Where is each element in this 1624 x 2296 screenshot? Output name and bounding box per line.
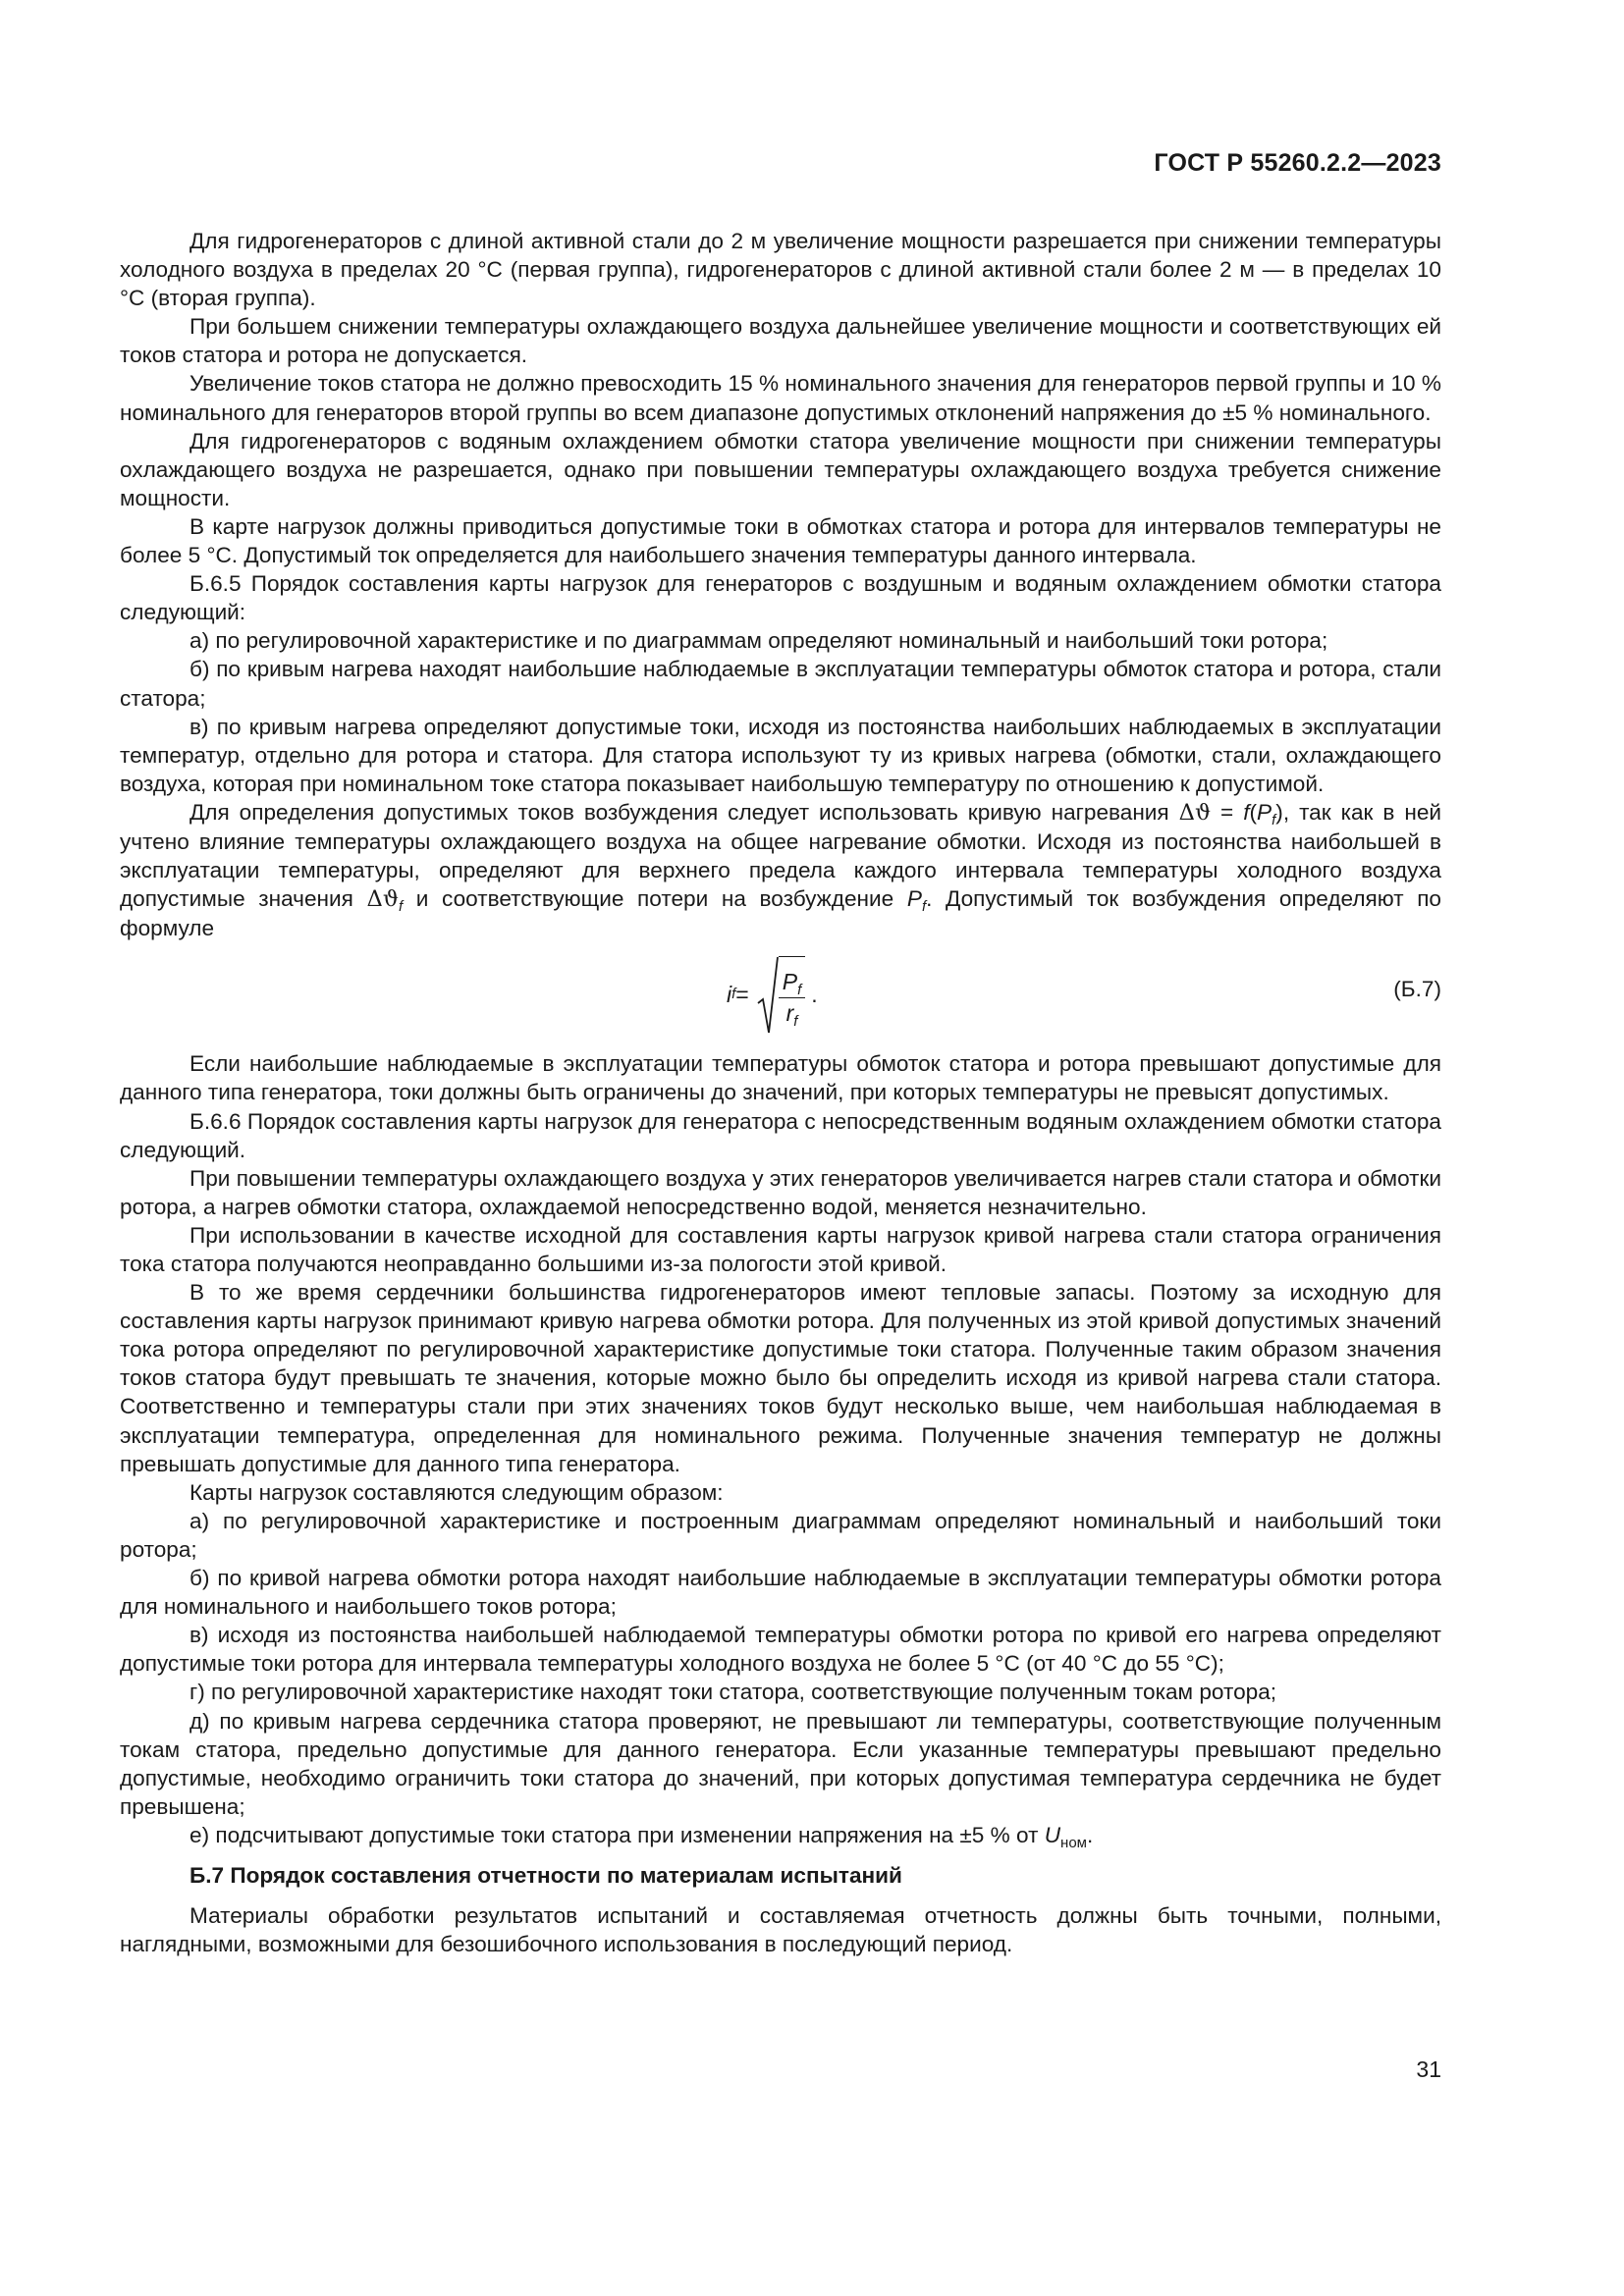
paragraph: Увеличение токов статора не должно превосходить 15 % номинального значения для генераторов первой группы и 10 % номинального для генераторов второй группы во всем диапазоне допустимых отклонений напряжения до ±5 % номинального. [120,371,1441,425]
paragraph: Для гидрогенераторов с длиной активной стали до 2 м увеличение мощности разрешается при снижении температуры холодного воздуха в пределах 20 °С (первая группа), гидрогенераторов с длиной активной стали более 2 м — в пределах 10 °С (вторая группа). [120,229,1441,311]
list-item: а) по регулировочной характеристике и построенным диаграммам определяют номинальный и наибольший токи ротора; [120,1508,1441,1562]
paragraph: При повышении температуры охлаждающего воздуха у этих генераторов увеличивается нагрев стали статора и обмотки ротора, а нагрев обмотки статора, охлаждаемой непосредственно водой, меняется незначительно. [120,1165,1441,1219]
list-item: д) по кривым нагрева сердечника статора проверяют, не превышают ли температуры, соответствующие полученным токам статора, предельно допустимые для данного генератора. Если указанные температуры превышают предельно допустимые, необходимо ограничить токи статора до значений, при которых допустимая температура сердечника не будет превышена; [120,1708,1441,1819]
paragraph: Если наибольшие наблюдаемые в эксплуатации температуры обмоток статора и ротора превышают допустимые для данного типа генератора, токи должны быть ограничены до значений, при которых температуры не превысят допустимых. [120,1051,1441,1105]
section-heading-b7: Б.7 Порядок составления отчетности по материалам испытаний [189,1862,902,1888]
list-item: е) подсчитывают допустимые токи статора при изменении напряжения на ±5 % от $U_{ном}$. [189,1822,1094,1851]
square-root [757,954,806,1035]
page-body [120,227,1441,1958]
fraction: $\frac{P_f}{r_f}$ [779,968,806,1028]
formula-expression: i f = $\frac{P_f}{r_f}$ . [727,949,818,1040]
paragraph: При большем снижении температуры охлаждающего воздуха дальнейшее увеличение мощности и соответствующих ей токов статора и ротора не допускается. [120,314,1441,368]
document-designation: ГОСТ Р 55260.2.2—2023 [1154,149,1441,177]
equation-number: (Б.7) [1393,977,1441,1002]
page-number: 31 [1416,2056,1441,2082]
list-item: в) исходя из постоянства наибольшей наблюдаемой температуры обмотки ротора по кривой его нагрева определяют допустимые токи ротора для интервала температуры холодного воздуха не более 5 °С (от 40 °С до 55 °С); [120,1623,1441,1677]
paragraph: Карты нагрузок составляются следующим образом: [189,1479,724,1505]
list-item: б) по кривой нагрева обмотки ротора находят наибольшие наблюдаемые в эксплуатации температуры обмотки ротора для номинального и наибольшего токов ротора; [120,1566,1441,1620]
list-item: в) по кривым нагрева определяют допустимые токи, исходя из постоянства наибольших наблюдаемых в эксплуатации температур, отдельно для ротора и статора. Для статора используют ту из кривых нагрева (обмотки, стали, охлаждающего воздуха, которая при номинальном токе статора показывает наибольшую температуру по отношению к допустимой. [120,714,1441,796]
list-item: а) по регулировочной характеристике и по диаграммам определяют номинальный и наибольший токи ротора; [189,628,1328,654]
paragraph: При использовании в качестве исходной для составления карты нагрузок кривой нагрева стали статора ограничения тока статора получаются неоправданно большими из-за пологости этой кривой. [120,1222,1441,1276]
formula-intro-paragraph: Для определения допустимых токов возбуждения следует использовать кривую нагревания $\Delta ϑ = f(P_f)$, так как в ней учтено влияние температуры охлаждающего воздуха на общее нагревание обмотки. Исходя из постоянства наибольшей в эксплуатации температуры, определяют для верхнего предела каждого интервала температуры холодного воздуха допустимые значения $\Delta ϑ_f$ и соответствующие потери на возбуждение $P_f$. Допустимый ток возбуждения определяют по формуле [120,799,1442,941]
clause-b-6-6: Б.6.6 Порядок составления карты нагрузок для генератора с непосредственным водяным охлаждением обмотки статора следующий. [120,1108,1441,1162]
radical-sign-icon [757,956,779,1035]
paragraph: В карте нагрузок должны приводиться допустимые токи в обмотках статора и ротора для интервалов температуры не более 5 °С. Допустимый ток определяется для наибольшего значения температуры данного интервала. [120,513,1441,568]
paragraph: В то же время сердечники большинства гидрогенераторов имеют тепловые запасы. Поэтому за исходную для составления карты нагрузок принимают кривую нагрева обмотки ротора. Для полученных из этой кривой допустимых значений тока ротора определяют по регулировочной характеристике допустимые токи статора. Полученные таким образом значения токов статора будут превышать те значения, которые можно было бы определить исходя из кривой нагрева стали статора. Соответственно и температуры стали при этих значениях токов будут несколько выше, чем наибольшая наблюдаемая в эксплуатации температура, определенная для номинального режима. Полученные значения температур не должны превышать допустимые для данного типа генератора. [120,1280,1441,1476]
list-item: г) по регулировочной характеристике находят токи статора, соответствующие полученным токам ротора; [189,1680,1277,1705]
paragraph: Материалы обработки результатов испытаний и составляемая отчетность должны быть точными, полными, наглядными, возможными для безошибочного использования в последующий период. [120,1903,1441,1957]
paragraph: Для гидрогенераторов с водяным охлаждением обмотки статора увеличение мощности при снижении температуры охлаждающего воздуха не разрешается, однако при повышении температуры охлаждающего воздуха требуется снижение мощности. [120,428,1441,510]
clause-b-6-5: Б.6.5 Порядок составления карты нагрузок для генераторов с воздушным и водяным охлаждением обмотки статора следующий: [120,571,1441,625]
list-item: б) по кривым нагрева находят наибольшие наблюдаемые в эксплуатации температуры обмоток статора и ротора, стали статора; [120,657,1441,711]
formula-b7 [120,949,1441,1040]
